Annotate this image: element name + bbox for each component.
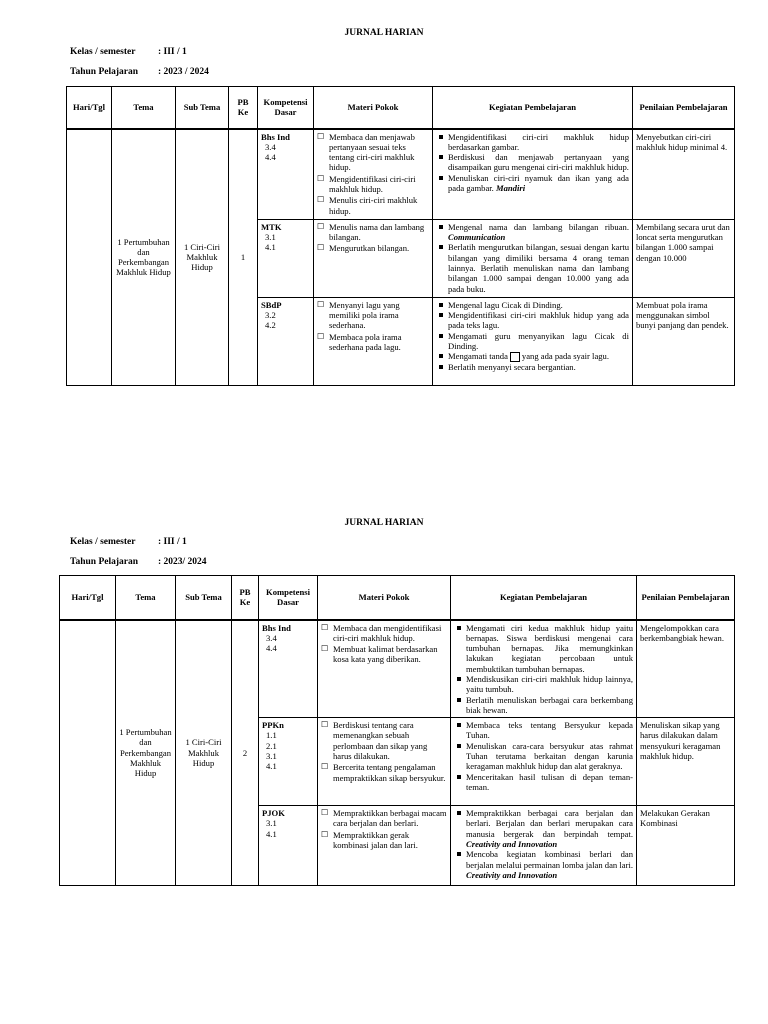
list-item: Berlatih menuliskan berbagai cara berkembang biak hewan. <box>466 694 633 715</box>
list-item: ☐ Membaca dan mengidentifikasi ciri-ciri makhluk hidup. <box>333 623 447 644</box>
list-item: Mengamati ciri kedua makhluk hidup yaitu bernapas. Siswa berdiskusi mengenai cara tumbuhan bernapas. Jika memungkinkan lakukan kegiatan percobaan untuk membuktikan tumbuhan bernapas. <box>466 622 633 674</box>
class-value: : III / 1 <box>158 47 187 57</box>
list-item: Menuliskan cara-cara bersyukur atas rahmat Tuhan terutama berkaitan dengan karunia keragaman makhluk hidup dan alat geraknya. <box>466 740 633 772</box>
list-item: ☐ Mengurutkan bilangan. <box>329 243 429 253</box>
materi-cell <box>318 806 451 886</box>
kd-cell <box>258 297 314 385</box>
header-materi: Materi Pokok <box>314 87 433 129</box>
kd-cell <box>258 129 314 220</box>
kd-code: 3.4 <box>266 632 277 643</box>
checkbox-symbol-icon <box>510 352 520 362</box>
list-item: ☐ Menulis ciri-ciri makhluk hidup. <box>329 195 429 216</box>
header-penilaian: Penilaian Pembelajaran <box>637 576 735 620</box>
list-item: ☐ Mempraktikkan berbagai macam cara berjalan dan berlari. <box>333 808 447 829</box>
kegiatan-cell <box>451 806 637 886</box>
day-cell <box>67 129 112 386</box>
kd-code: 4.1 <box>265 242 276 253</box>
journal-2 <box>0 490 768 970</box>
penilaian-cell: Menyebutkan ciri-ciri makhluk hidup minimal 4. <box>633 129 735 220</box>
day-cell <box>60 620 116 886</box>
kd-code: 3.4 <box>265 141 276 152</box>
penilaian-cell: Melakukan Gerakan Kombinasi <box>637 806 735 886</box>
emphasis-label: Creativity and Innovation <box>466 839 558 850</box>
kegiatan-cell <box>451 620 637 718</box>
penilaian-cell: Membuat pola irama menggunakan simbol bunyi panjang dan pendek. <box>633 297 735 385</box>
list-item: Mengenal lagu Cicak di Dinding. <box>448 300 629 310</box>
subtheme-cell: 1 Ciri-Ciri Makhluk Hidup <box>176 129 229 386</box>
kd-cell <box>258 219 314 297</box>
kd-subject: PJOK <box>262 808 285 819</box>
table-row <box>60 620 735 718</box>
journal-1 <box>0 0 768 480</box>
list-item: ☐ Mengidentifikasi ciri-ciri makhluk hidup. <box>329 174 429 195</box>
kd-code: 3.1 <box>265 232 276 243</box>
kd-code: 3.1 <box>266 818 277 829</box>
table-row <box>67 129 735 220</box>
list-item: Membaca teks tentang Bersyukur kepada Tuhan. <box>466 720 633 741</box>
kd-cell <box>259 806 318 886</box>
kd-code: 3.2 <box>265 310 276 321</box>
list-item: ☐ Membaca pola irama sederhana pada lagu. <box>329 332 429 353</box>
kegiatan-cell <box>451 718 637 806</box>
kd-subject: PPKn <box>262 720 284 731</box>
header-pb: PB Ke <box>232 576 259 620</box>
header-kegiatan: Kegiatan Pembelajaran <box>451 576 637 620</box>
class-value: : III / 1 <box>158 537 187 547</box>
kd-code: 2.1 <box>266 740 277 751</box>
list-item: ☐ Bercerita tentang pengalaman mempraktikkan sikap bersyukur. <box>333 762 447 783</box>
list-item: ☐ Mempraktikkan gerak kombinasi jalan dan lari. <box>333 830 447 851</box>
year-value: : 2023/ 2024 <box>158 557 207 567</box>
kd-code: 4.1 <box>266 761 277 772</box>
list-item: Mengidentifikasi ciri-ciri makhluk hidup berdasarkan gambar. <box>448 131 629 152</box>
list-item: Mempraktikkan berbagai cara berjalan dan berlari. Berjalan dan berlari merupakan cara manusia bergerak dan berpindah tempat. Creativity and Innovation <box>466 808 633 850</box>
kd-subject: Bhs Ind <box>261 131 290 142</box>
year-value: : 2023 / 2024 <box>158 67 209 77</box>
list-item: Berlatih mengurutkan bilangan, sesuai dengan kartu bilangan yang dimiliki bersama 4 orang teman lainnya. Berlatih menuliskan nama dan lambang bilangan 1.000 sampai dengan 10.000 yang ada pada buku. <box>448 242 629 294</box>
header-materi: Materi Pokok <box>318 576 451 620</box>
journal-table <box>59 575 735 886</box>
header-day: Hari/Tgl <box>60 576 116 620</box>
kd-code: 1.1 <box>266 730 277 741</box>
header-day: Hari/Tgl <box>67 87 112 129</box>
header-kd: Kompetensi Dasar <box>258 87 314 129</box>
materi-cell <box>314 219 433 297</box>
pb-cell: 2 <box>232 620 259 886</box>
header-theme: Tema <box>116 576 176 620</box>
materi-cell <box>314 129 433 220</box>
materi-cell <box>314 297 433 385</box>
journal-title: JURNAL HARIAN <box>344 518 424 528</box>
penilaian-cell: Mengelompokkan cara berkembangbiak hewan. <box>637 620 735 718</box>
kd-subject: Bhs Ind <box>262 622 291 633</box>
kd-code: 4.4 <box>266 643 277 654</box>
kegiatan-cell <box>433 219 633 297</box>
header-row <box>67 87 735 129</box>
list-item: Berlatih menyanyi secara bergantian. <box>448 362 629 372</box>
list-item: Mengenal nama dan lambang bilangan ribuan. Communication <box>448 221 629 243</box>
header-row <box>60 576 735 620</box>
kegiatan-cell <box>433 129 633 220</box>
list-item: Menuliskan ciri-ciri nyamuk dan ikan yang ada pada gambar. Mandiri <box>448 172 629 193</box>
journal-title: JURNAL HARIAN <box>344 28 424 38</box>
subtheme-cell: 1 Ciri-Ciri Makhluk Hidup <box>176 620 232 886</box>
emphasis-label: Communication <box>448 232 506 243</box>
header-subtheme: Sub Tema <box>176 576 232 620</box>
year-label: Tahun Pelajaran <box>70 557 139 567</box>
header-theme: Tema <box>112 87 176 129</box>
list-item: Mengamati tanda yang ada pada syair lagu. <box>448 351 629 362</box>
penilaian-cell: Menuliskan sikap yang harus dilakukan dalam mensyukuri keragaman makhluk hidup. <box>637 718 735 806</box>
header-pb: PB Ke <box>229 87 258 129</box>
kd-subject: SBdP <box>261 299 282 310</box>
kd-code: 4.1 <box>266 828 277 839</box>
list-item: ☐ Berdiskusi tentang cara memenangkan sebuah perlombaan dan sikap yang harus dilakukan. <box>333 720 447 761</box>
emphasis-label: Mandiri <box>495 182 526 193</box>
materi-cell <box>318 718 451 806</box>
kd-cell <box>259 718 318 806</box>
list-item: Mendiskusikan ciri-ciri makhluk hidup lainnya, yaitu tumbuh. <box>466 673 633 695</box>
kd-code: 4.2 <box>265 320 276 331</box>
list-item: ☐ Membuat kalimat berdasarkan kosa kata yang diberikan. <box>333 644 447 665</box>
header-kd: Kompetensi Dasar <box>259 576 318 620</box>
emphasis-label: Creativity and Innovation <box>466 869 558 880</box>
materi-cell <box>318 620 451 718</box>
kd-cell <box>259 620 318 718</box>
class-label: Kelas / semester <box>70 537 136 547</box>
list-item: Mengamati guru menyanyikan lagu Cicak di Dinding. <box>448 330 629 352</box>
year-label: Tahun Pelajaran <box>70 67 139 77</box>
journal-table <box>66 86 735 386</box>
list-item: Berdiskusi dan menjawab pertanyaan yang disampaikan guru mengenai ciri-ciri makhluk hidup. <box>448 152 629 173</box>
class-label: Kelas / semester <box>70 47 136 57</box>
list-item: ☐ Membaca dan menjawab pertanyaan sesuai teks tentang ciri-ciri makhluk hidup. <box>329 132 429 173</box>
list-item: Mencoba kegiatan kombinasi berlari dan berjalan melalui permainan lomba jalan dan lari. Creativity and Innovation <box>466 849 633 880</box>
kegiatan-cell <box>433 297 633 385</box>
list-item: Mengidentifikasi ciri-ciri makhluk hidup yang ada pada teks lagu. <box>448 310 629 331</box>
list-item: ☐ Menyanyi lagu yang memiliki pola irama sederhana. <box>329 300 429 331</box>
theme-cell: 1 Pertumbuhan dan Perkembangan Makhluk Hidup <box>116 620 176 886</box>
list-item: ☐ Menulis nama dan lambang bilangan. <box>329 222 429 243</box>
penilaian-cell: Membilang secara urut dan loncat serta mengurutkan bilangan 1.000 sampai dengan 10.000 <box>633 219 735 297</box>
header-subtheme: Sub Tema <box>176 87 229 129</box>
kd-code: 3.1 <box>266 751 277 762</box>
kd-code: 4.4 <box>265 152 276 163</box>
header-penilaian: Penilaian Pembelajaran <box>633 87 735 129</box>
theme-cell: 1 Pertumbuhan dan Perkembangan Makhluk Hidup <box>112 129 176 386</box>
header-kegiatan: Kegiatan Pembelajaran <box>433 87 633 129</box>
kd-subject: MTK <box>261 221 282 232</box>
pb-cell: 1 <box>229 129 258 386</box>
list-item: Menceritakan hasil tulisan di depan teman-teman. <box>466 771 633 792</box>
